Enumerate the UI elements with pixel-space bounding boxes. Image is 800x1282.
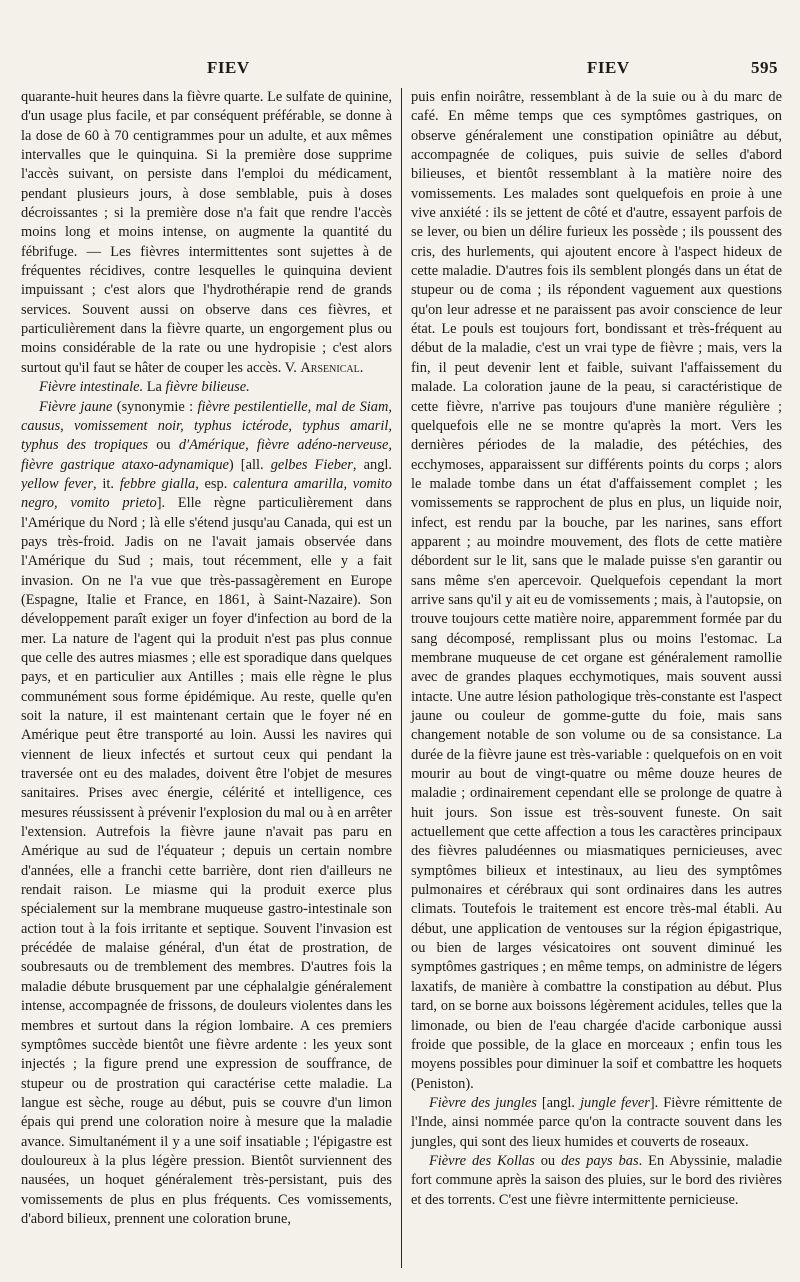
entry-text: , esp.: [195, 475, 234, 492]
entry-text: . En Abyssinie, maladie fort commune après la saison des pluies, sur le bord des rivières et des torrents. C'est une fièvre intermittente pernicieuse.: [411, 1152, 782, 1208]
italian-term: febbre gialla: [119, 475, 196, 492]
spanish-term: calentura amarilla, vomito negro, vomito prieto: [21, 475, 392, 512]
entry-text: ]. Elle règne particulièrement dans l'Amérique du Nord ; là elle s'étend jusqu'au Canada, qui est un pays très-froid. Jadis on ne l'avait jamais observée dans l'Amérique du Sud ; mais, tout récemment, elle y a fait invasion. On ne l'a vue que très-passagèrement en Europe (Espagne, Italie et France, en 1861, à Saint-Nazaire). Son développement paraît exiger un foyer d'infection au bord de la mer. La nature de l'agent qui la produit n'est pas plus connue que celle des autres miasmes ; elle est sporadique dans quelques pays, et en particulier aux Antilles ; mais elle règne le plus communément sous forme épidémique. Au reste, quelle qu'en soit la nature, il est maintenant certain que le foyer né en Amérique peut être transporté au loin. Aussi les navires qui viennent de lieux infectés et surtout ceux qui pendant la traversée ont eu des malades, doivent être l'objet de mesures sanitaires. Prises avec énergie, célérité et intelligence, ces mesures réussissent à prévenir l'explosion du mal ou à en arrêter l'extension. Autrefois la fièvre jaune n'avait pas paru en Amérique au sud de l'équateur ; depuis un certain nombre d'années, elle a franchi cette barrière, dont rien d'ailleurs ne rendait raison. Le miasme qui la produit exerce plus spécialement sur la membrane muqueuse gastro-intestinale son action tout à la fois irritante et septique. Souvent l'invasion est précédée de malaise général, d'un état de prostration, de soubresauts ou de tremblement des membres. D'autres fois la maladie débute brusquement par une céphalalgie généralement intense, accompagnée de frissons, de douleurs violentes dans les membres et surtout dans la région lombaire. A ces premiers symptômes succède bientôt une fièvre ardente : les yeux sont injectés ; la figure prend une expression de souffrance, de stupeur ou de prostration qui caractérise cette maladie. La langue est sèche, rouge au début, puis se couvre d'un limon épais qui prend une coloration noire à mesure que la maladie avance. Simultanément il y a une soif insatiable ; l'épigastre est douloureux à la plus légère pression. Bientôt surviennent des nausées, un hoquet généralement très-persistant, puis des vomissements de plus en plus fréquents. Ces vomissements, d'abord bilieux, prennent une coloration brune,: [21, 495, 392, 1227]
entry-term: Fièvre jaune: [39, 398, 113, 415]
entry-text: ou: [148, 437, 179, 454]
header-left-word: FIEV: [207, 58, 250, 77]
page-number: 595: [751, 58, 778, 77]
entry-fievre-des-kollas: [411, 1152, 782, 1210]
cross-reference: Arsenical.: [300, 359, 364, 376]
entry-term: Fièvre des Kollas: [429, 1152, 535, 1169]
right-column: [402, 88, 782, 1268]
entry-fievre-intestinale: [21, 378, 392, 397]
left-column: [21, 88, 401, 1268]
entry-text: ]. Fièvre rémittente de l'Inde, ainsi nommée parce qu'on la contracte souvent dans les jungles, qui sont des lieux humides et couverts de roseaux.: [411, 1094, 782, 1150]
english-term: jungle fever: [580, 1094, 650, 1111]
paragraph-quinine: [21, 88, 392, 378]
english-term: yellow fever: [21, 475, 94, 492]
entry-text: , angl.: [352, 456, 392, 473]
entry-reference-term: fièvre bilieuse.: [165, 379, 250, 396]
synonym-list: fièvre pestilentielle, mal de Siam, causus, vomissement noir, typhus ictérode, typhus amaril, typhus des tropiques: [21, 398, 392, 454]
entry-text: , it.: [93, 475, 120, 492]
entry-term: Fièvre des jungles: [429, 1094, 537, 1111]
entry-term: Fièvre intestinale.: [39, 379, 144, 396]
entry-text: La: [143, 379, 166, 396]
entry-fievre-jaune: [21, 398, 392, 1230]
german-term: gelbes Fieber: [270, 456, 353, 473]
entry-text: ou: [534, 1152, 562, 1169]
synonym-list: d'Amérique, fièvre adéno-nerveuse, fièvre gastrique ataxo-adynamique: [21, 437, 393, 473]
entry-fievre-des-jungles: [411, 1094, 782, 1152]
paragraph-text: quarante-huit heures dans la fièvre quarte. Le sulfate de quinine, d'un usage plus facile, et par conséquent préférable, se donne à la dose de 60 à 70 centigrammes pour un adulte, et aux mêmes intervalles que le quinquina. Si la première dose supprime l'accès suivant, on persiste dans l'emploi du médicament, pendant plusieurs jours, à dose semblable, puis à doses décroissantes ; si la première dose n'a fait que rendre l'accès moins long et moins intense, on augmente la quantité du fébrifuge. — Les fièvres intermittentes sont sujettes à de fréquentes récidives, contre lesquelles le quinquina devient impuissant ; c'est alors que l'hydrothérapie rend de grands services. Souvent aussi on observe dans ces fièvres, et particulièrement dans la fièvre quarte, un engorgement plus ou moins considérable de la rate ou une hydropisie ; c'est alors surtout qu'il faut se hâter de couper les accès. V.: [21, 89, 392, 376]
entry-text: ) [all.: [228, 456, 271, 473]
two-column-text: [21, 88, 782, 1268]
entry-text: (synonymie :: [112, 398, 198, 415]
header-right-word: FIEV: [587, 58, 630, 77]
paragraph-continuation: puis enfin noirâtre, ressemblant à de la suie ou à du marc de café. En même temps que ces symptômes gastriques, on observe généralement une constipation opiniâtre au début, accompagnée de coliques, puis suivie de selles d'abord bilieuses, et bientôt ressemblant à la matière noire des vomissements. Les malades sont quelquefois en proie à une vive anxiété : ils se jettent de côté et d'autre, essayent parfois de se lever, ou bien un délire furieux les possède ; ils poussent des cris, des hurlements, qui ajoutent encore à l'aspect hideux de cette maladie. D'autres fois ils semblent plongés dans un état de stupeur ou de coma ; ils répondent vaguement aux questions qu'on leur adresse et ne paraissent pas avoir conscience de leur état. Le pouls est toujours fort, bondissant et très-fréquent au début de la maladie, c'est un vrai type de fièvre ; mais, vers la fin, il peut devenir lent et faible, suivant l'affaissement du malade. La coloration jaune de la peau, si caractéristique de cette fièvre, n'arrive pas toujours d'une manière régulière ; quelquefois elle ne se montre qu'après la mort. Vers les dernières périodes de la maladie, des pétéchies, des ecchymoses, apparaissent sur différents points du corps ; alors le malade tombe dans un état d'affaissement complet ; les vomissements se rapprochent de plus en plus, un liquide noir, infect, est rendu par la bouche, par les narines, sans effort apparent ; au moindre mouvement, des flots de cette matière débordent sur le lit, sans que le malade puisse s'en garantir ou sans même s'en apercevoir. Quelquefois cependant la mort arrive sans qu'il y ait eu de vomissements ; mais, à l'autopsie, on trouve toujours cette matière noire, apparemment formée par du sang décomposé, remplissant plus ou moins l'estomac. La membrane muqueuse de cet organe est généralement ramollie avec de grandes plaques ecchymotiques, mais souvent aussi intacte. Une autre lésion pathologique très-constante est l'aspect jaune ou couleur de gomme-gutte du foie, mais sans changement notable de son volume ou de sa consistance. La durée de la fièvre jaune est très-variable : quelquefois on en voit mourir au bout de vingt-quatre ou même douze heures de maladie ; ordinairement cependant elle se prolonge de quatre à huit jours. Son issue est très-souvent funeste. On sait actuellement que cette affection a tous les caractères principaux des fièvres paludéennes ou miasmatiques pernicieuses, avec symptômes bilieux et intestinaux, au lieu des symptômes pulmonaires et cérébraux qui sont ordinaires dans les autres climats. Toutefois le traitement est encore très-mal établi. Au début, une application de ventouses sur la région épigastrique, ou bien de larges vésicatoires ont souvent diminué les symptômes gastriques ; en même temps, on administre de légers laxatifs, de manière à combattre la constipation au début. Plus tard, on se borne aux boissons légèrement acidules, telles que la limonade, ou bien de l'eau chargée d'acide carbonique aussi froide que possible, de la glace en morceaux ; enfin tous les moyens possibles pour diminuer la soif et combattre les hoquets (Peniston).: [411, 89, 782, 1092]
entry-term-alt: des pays bas: [561, 1152, 639, 1169]
running-head: [21, 58, 782, 84]
entry-text: [angl.: [536, 1094, 581, 1111]
